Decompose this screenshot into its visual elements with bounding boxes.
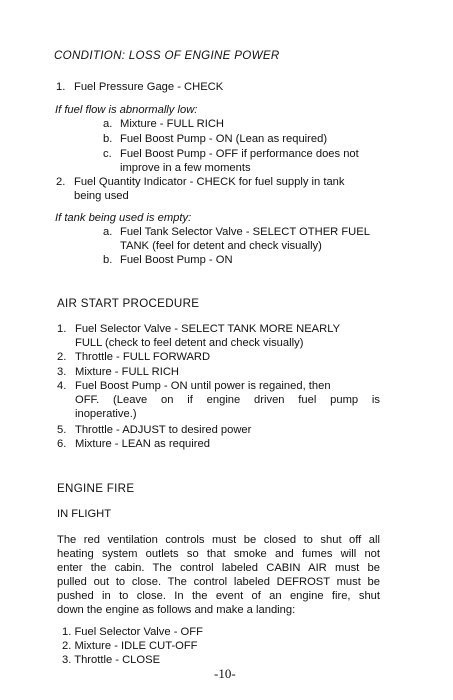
step-number: 1. [56,81,66,93]
step-text: Fuel Selector Valve - SELECT TANK MORE NEARLY [75,323,341,335]
step-number: 1. [57,323,67,335]
substep-text: TANK (feel for detent and check visually) [120,240,322,252]
substep-text: improve in a few moments [120,162,251,174]
fire-step: 2. Mixture - IDLE CUT-OFF [62,640,198,652]
step-text: Throttle - FULL FORWARD [75,351,211,363]
paragraph-line: pulled out to close. The control labeled DEFROST must be [57,576,380,588]
step-number: 4. [57,380,67,392]
fire-step: 3. Throttle - CLOSE [62,654,161,666]
section-title-engine-fire: ENGINE FIRE [57,482,135,495]
substep-text: Fuel Tank Selector Valve - SELECT OTHER FUEL [120,226,370,238]
substep-letter: b. [103,254,113,266]
substep-letter: b. [103,133,113,145]
step-text: Fuel Boost Pump - ON until power is regained, then [75,380,331,392]
step-number: 2. [57,351,67,363]
step-number: 6. [57,438,67,450]
step-text: FULL (check to feel detent and check visually) [75,337,304,349]
condition-subheading: If tank being used is empty: [55,212,192,224]
step-number: 3. [57,366,67,378]
step-text: Throttle - ADJUST to desired power [75,424,252,436]
step-text: Mixture - FULL RICH [75,366,180,378]
condition-subheading: If fuel flow is abnormally low: [55,104,198,116]
substep-text: Fuel Boost Pump - ON (Lean as required) [120,133,328,145]
step-number: 5. [57,424,67,436]
substep-letter: c. [103,148,112,160]
substep-text: Mixture - FULL RICH [120,118,225,130]
substep-letter: a. [103,118,113,130]
step-text: OFF. (Leave on if engine driven fuel pump is [75,394,380,406]
step-number: 2. [56,176,66,188]
step-text: being used [74,190,129,202]
section-subtitle: IN FLIGHT [57,508,112,520]
fire-step: 1. Fuel Selector Valve - OFF [62,626,203,638]
paragraph-line: The red ventilation controls must be closed to shut off all [57,534,380,546]
step-text: Mixture - LEAN as required [75,438,210,450]
page-number: -10- [214,666,236,681]
substep-letter: a. [103,226,113,238]
substep-text: Fuel Boost Pump - ON [120,254,233,266]
paragraph-line: enter the cabin. The control labeled CABIN AIR must be [57,562,380,574]
paragraph-line: pushed in to close. In the event of an engine fire, shut [57,590,380,602]
paragraph-line: heating system outlets so that smoke and fumes will not [57,548,380,560]
section-title-condition: CONDITION: LOSS OF ENGINE POWER [54,49,280,62]
step-text: Fuel Quantity Indicator - CHECK for fuel supply in tank [74,176,345,188]
section-title-air-start: AIR START PROCEDURE [57,297,200,310]
substep-text: Fuel Boost Pump - OFF if performance does not [120,148,359,160]
step-text: inoperative.) [75,408,137,420]
paragraph-line: down the engine as follows and make a landing: [57,604,296,616]
step-text: Fuel Pressure Gage - CHECK [74,81,224,93]
